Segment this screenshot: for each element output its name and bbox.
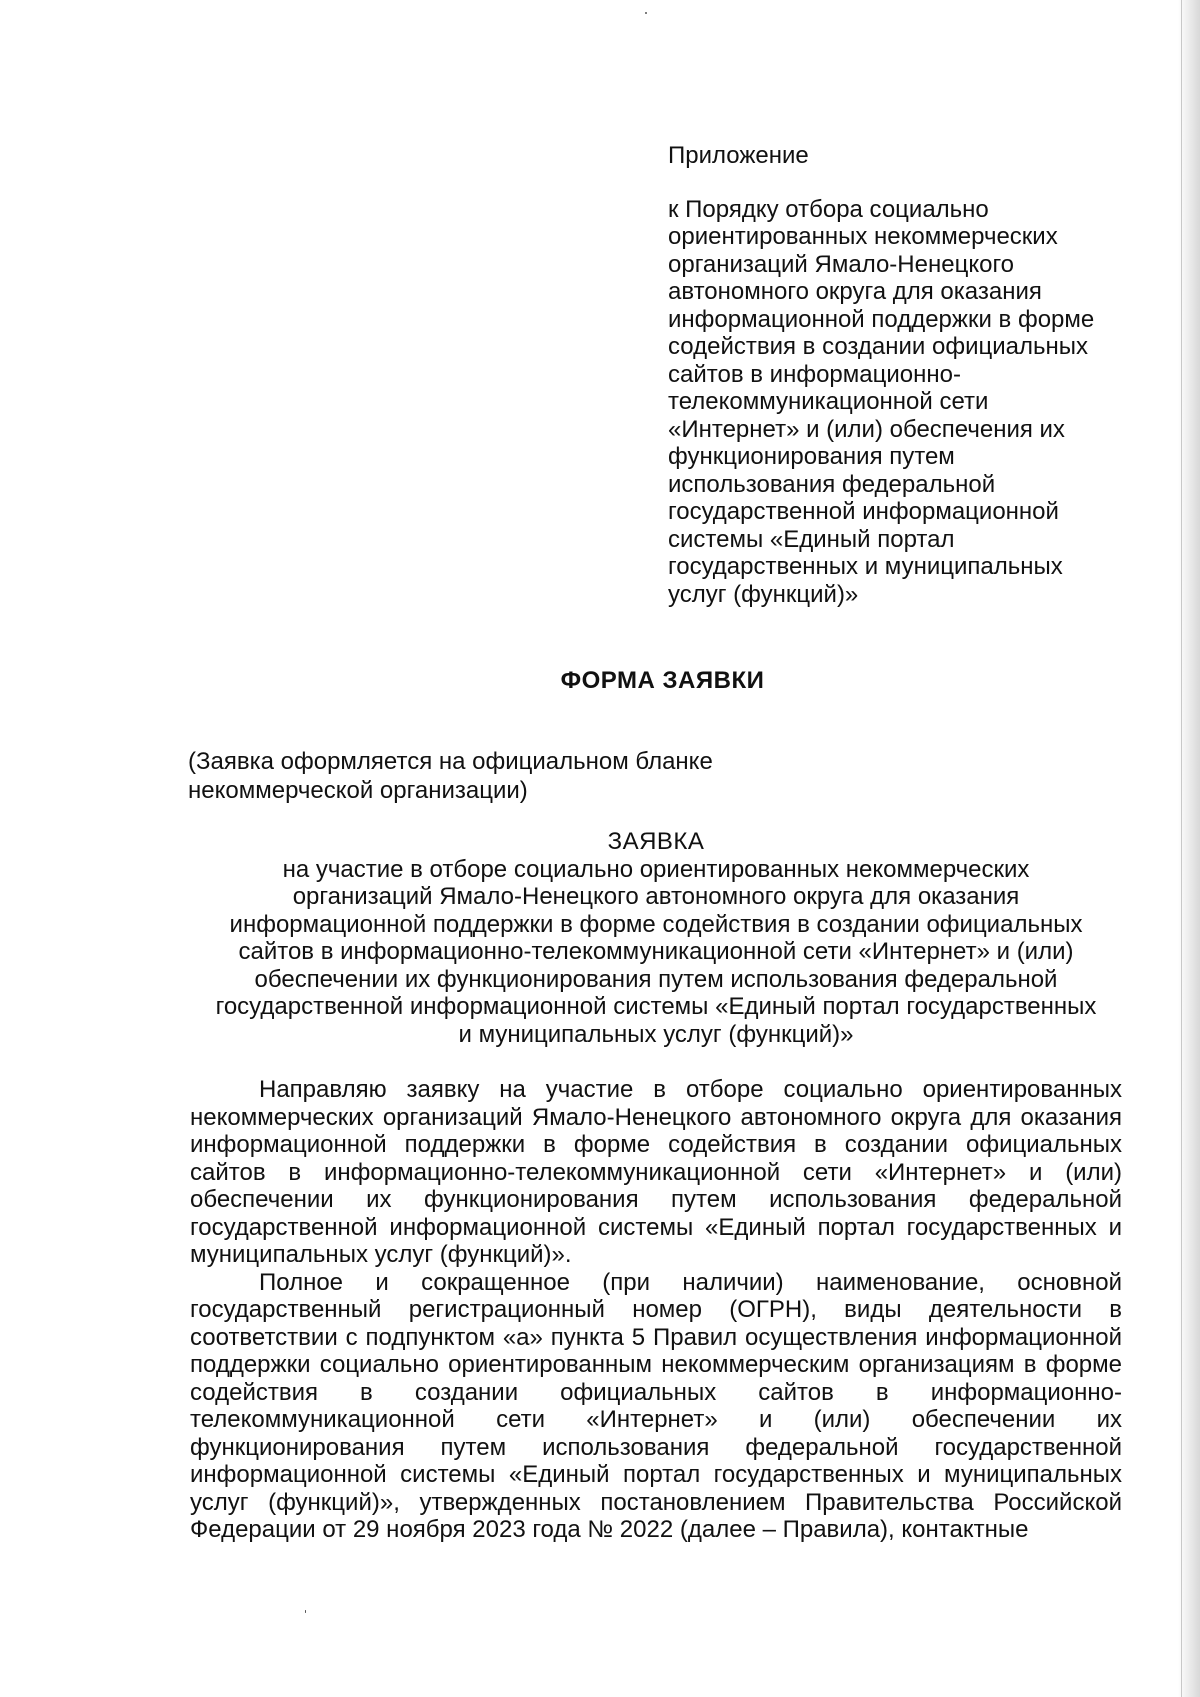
scan-speck: [305, 1610, 306, 1613]
appendix-text: к Порядку отбора социально ориентированных некоммерческих организаций Ямало-Ненецкого автономного округа для оказания информационной поддержки в форме содействия в создании официальных сайтов в информационно- телекоммуникационной сети «Интернет» и (или) обеспечения их функционирования путем использования федеральной государственной информационной системы «Единый портал государственных и муниципальных услуг (функций)»: [668, 195, 1095, 608]
paragraph: Направляю заявку на участие в отборе социально ориентированных некоммерческих организаций Ямало-Ненецкого автономного округа для оказания информационной поддержки в форме содействия в создании официальных сайтов в информационно-телекоммуникационной сети «Интернет» и (или) обеспечении их функционирования путем использования федеральной государственной информационной системы «Единый портал государственных и муниципальных услуг (функций)».: [190, 1076, 1122, 1268]
form-title: ФОРМА ЗАЯВКИ: [560, 667, 765, 694]
page-edge-line: [1181, 0, 1182, 1697]
application-subtitle: на участие в отборе социально ориентированных некоммерческих организаций Ямало-Ненецкого автономного округа для оказания информационной поддержки в форме содействия в создании официальных сайтов в информационно-телекоммуникационной сети «Интернет» и (или) обеспечении их функционирования путем использования федеральной государственной информационной системы «Единый портал государственных и муниципальных услуг (функций)»: [215, 855, 1097, 1048]
letterhead-note: (Заявка оформляется на официальном бланке некоммерческой организации): [188, 748, 713, 804]
application-heading: [190, 828, 1122, 1048]
application-title: ЗАЯВКА: [607, 828, 705, 855]
appendix-title: Приложение: [668, 142, 809, 169]
paragraph: Полное и сокращенное (при наличии) наименование, основной государственный регистрационный номер (ОГРН), виды деятельности в соответствии с подпунктом «а» пункта 5 Правил осуществления информационной поддержки социально ориентированным некоммерческим организациям в форме содействия в создании официальных сайтов в информационно-телекоммуникационной сети «Интернет» и (или) обеспечении их функционирования путем использования федеральной государственной информационной системы «Единый портал государственных и муниципальных услуг (функций)», утвержденных постановлением Правительства Российской Федерации от 29 ноября 2023 года № 2022 (далее – Правила), контактные: [190, 1268, 1122, 1543]
scan-speck: [645, 12, 647, 14]
body-text: [190, 1076, 1122, 1544]
appendix-block: [668, 142, 1138, 608]
